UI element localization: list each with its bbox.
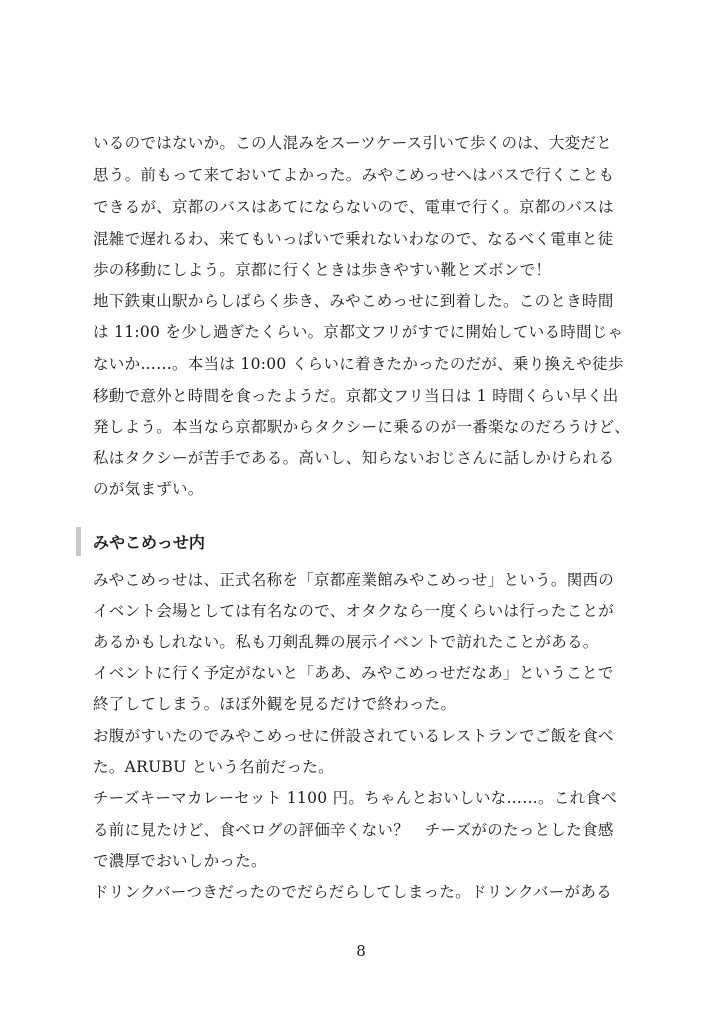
paragraph-line: イベントに行く予定がないと「ああ、みやこめっせだなあ」ということで [93,664,614,682]
paragraph-line: みやこめっせは、正式名称を「京都産業館みやこめっせ」という。関西の [93,571,615,589]
section-heading-marker [76,527,81,556]
paragraph-line: は 11:00 を少し過ぎたくらい。京都文フリがすでに開始している時間じゃ [93,323,624,341]
paragraph-line: 移動で意外と時間を食ったようだ。京都文フリ当日は 1 時間くらい早く出 [93,387,619,405]
paragraph-line: 混雑で遅れるわ、来てもいっぱいで乗れないわなので、なるべく電車と徒 [93,230,614,248]
paragraph-line: いるのではないか。この人混みをスーツケース引いて歩くのは、大変だと [93,134,613,152]
paragraph-line: 思う。前もって来ておいてよかった。みやこめっせへはバスで行くことも [93,166,615,184]
paragraph-line: お腹がすいたのでみやこめっせに併設されているレストランでご飯を食べ [93,727,614,745]
paragraph-line: 発しよう。本当なら京都駅からタクシーに乗るのが一番楽なのだろうけど、 [93,418,631,436]
paragraph-line: 歩の移動にしよう。京都に行くときは歩きやすい靴とズボンで！ [93,261,552,279]
paragraph-line: のが気まずい。 [93,480,204,498]
paragraph-line: あるかもしれない。私も刀剣乱舞の展示イベントで訪れたことがある。 [93,633,599,651]
paragraph-line: 地下鉄東山駅からしばらく歩き、みやこめっせに到着した。このとき時間 [93,292,614,310]
paragraph-line: ドリンクバーつきだったのでだらだらしてしまった。ドリンクバーがある [93,883,612,901]
page-number: 8 [356,942,366,960]
paragraph-line: た。ARUBU という名前だった。 [93,758,334,776]
paragraph-line: 終了してしまう。ほぼ外観を見るだけで終わった。 [93,695,457,713]
paragraph-line: チーズキーマカレーセット 1100 円。ちゃんとおいしいな……。これ食べ [93,789,618,807]
paragraph-line: で濃厚でおいしかった。 [93,852,267,870]
section-heading: みやこめっせ内 [93,533,205,552]
paragraph-line: イベント会場としては有名なので、オタクなら一度くらいは行ったことが [93,602,615,620]
paragraph-line: る前に見たけど、食べログの評価辛くない？ チーズがのたっとした食感 [93,821,614,839]
paragraph-line: 私はタクシーが苦手である。高いし、知らないおじさんに話しかけられる [93,449,615,467]
paragraph-line: できるが、京都のバスはあてにならないので、電車で行く。京都のバスは [93,198,614,216]
paragraph-line: ないか……。本当は 10:00 くらいに着きたかったのだが、乗り換えや徒歩 [93,355,624,373]
